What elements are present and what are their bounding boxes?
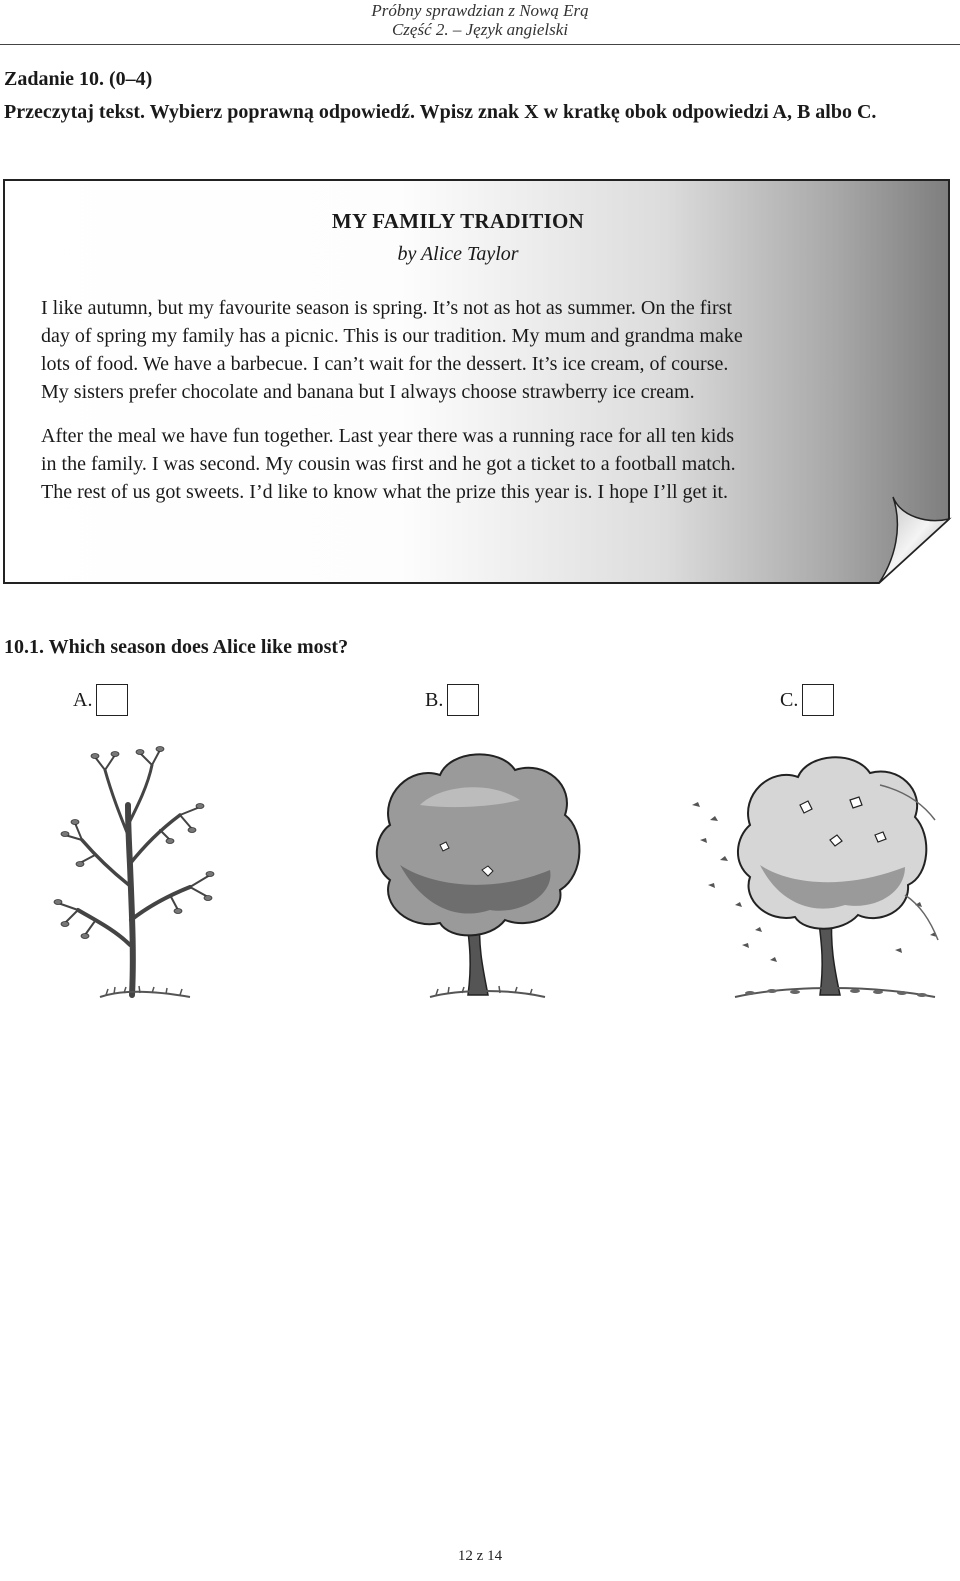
- tree-dropping-leaves-icon: [680, 745, 950, 1015]
- story-line: After the meal we have fun together. Last year there was a running race for all ten kids: [41, 425, 735, 447]
- option-c-label: C.: [780, 688, 799, 711]
- option-b-label: B.: [425, 688, 444, 711]
- story-paragraph-2: [41, 422, 911, 506]
- option-b-checkbox[interactable]: [447, 684, 479, 716]
- story-box: [3, 179, 957, 585]
- header-line-2: Część 2. – Język angielski: [391, 20, 569, 39]
- story-author: by Alice Taylor: [397, 243, 519, 265]
- page-header: [0, 0, 960, 45]
- option-a-label: A.: [73, 688, 93, 711]
- story-line: My sisters prefer chocolate and banana but I always choose strawberry ice cream.: [41, 381, 695, 403]
- question-10-1: 10.1. Which season does Alice like most?: [4, 636, 349, 658]
- story-line: in the family. I was second. My cousin was first and he got a ticket to a football match.: [41, 453, 736, 475]
- option-c: [780, 683, 834, 717]
- task-title: Zadanie 10. (0–4): [4, 68, 153, 90]
- option-a-checkbox[interactable]: [96, 684, 128, 716]
- story-line: lots of food. We have a barbecue. I can’t wait for the dessert. It’s ice cream, of course.: [41, 353, 729, 375]
- page-number: 12 z 14: [457, 1548, 503, 1564]
- option-a: [73, 683, 128, 717]
- task-instruction: Przeczytaj tekst. Wybierz poprawną odpowiedź. Wpisz znak X w kratkę obok odpowiedzi A, B albo C.: [4, 101, 877, 123]
- story-line: I like autumn, but my favourite season is spring. It’s not as hot as summer. On the first: [41, 297, 733, 319]
- header-line-1: Próbny sprawdzian z Nową Erą: [371, 1, 589, 20]
- story-line: day of spring my family has a picnic. This is our tradition. My mum and grandma make: [41, 325, 743, 347]
- story-title: MY FAMILY TRADITION: [331, 209, 585, 233]
- option-c-checkbox[interactable]: [802, 684, 834, 716]
- bare-tree-icon: [40, 745, 240, 1015]
- full-leafy-tree-icon: [370, 745, 600, 1015]
- story-line: The rest of us got sweets. I’d like to know what the prize this year is. I hope I’ll get it.: [41, 481, 729, 503]
- option-b: [425, 683, 479, 717]
- story-paragraph-1: [41, 294, 911, 406]
